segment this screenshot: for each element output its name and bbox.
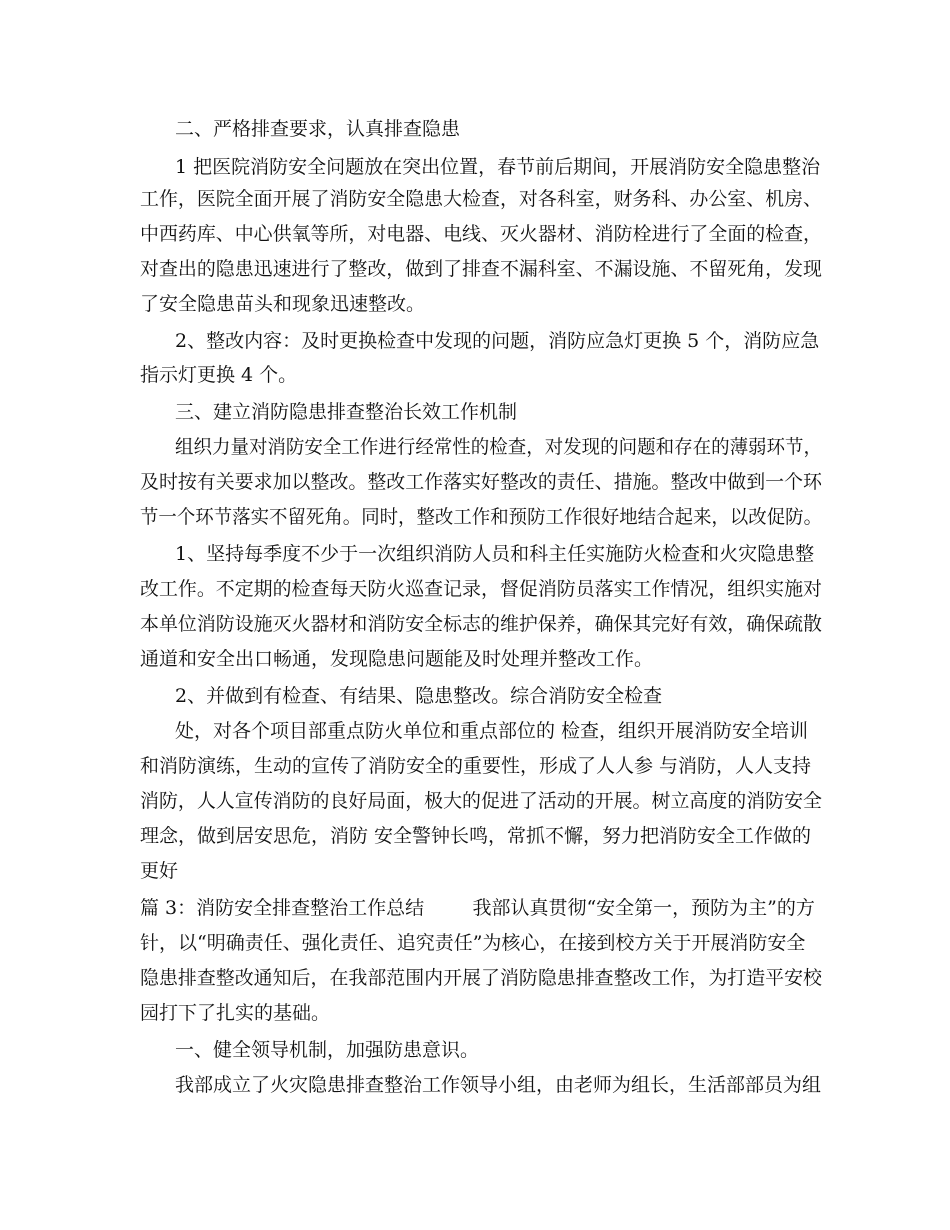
text-line: 2、整改内容：及时更换检查中发现的问题，消防应急灯更换 5 个，消防应急	[175, 330, 820, 352]
section-heading: 三、建立消防隐患排查整治长效工作机制	[175, 401, 518, 423]
text-line: 组织力量对消防安全工作进行经常性的检查，对发现的问题和存在的薄弱环节，	[175, 436, 823, 458]
text-line: 本单位消防设施灭火器材和消防安全标志的维护保养，确保其完好有效，确保疏散	[140, 613, 823, 635]
text-line: 1、坚持每季度不少于一次组织消防人员和科主任实施防火检查和火灾隐患整	[175, 543, 815, 565]
text-line: 节一个环节落实不留死角。同时，整改工作和预防工作很好地结合起来，以改促防。	[140, 506, 823, 528]
text-line: 处，对各个项目部重点防火单位和重点部位的 检查，组织开展消防安全培训	[175, 720, 809, 742]
text-line: 2、并做到有检查、有结果、隐患整改。综合消防安全检查	[175, 685, 663, 707]
text-line: 更好	[140, 860, 179, 882]
section-heading: 二、严格排查要求，认真排查隐患	[175, 118, 461, 140]
text-line: 1 把医院消防安全问题放在突出位置，春节前后期间，开展消防安全隐患整治	[175, 156, 821, 178]
text-line: 中西药库、中心供氧等所，对电器、电线、灭火器材、消防栓进行了全面的检查，	[140, 223, 823, 245]
text-line: 隐患排查整改通知后，在我部范围内开展了消防隐患排查整改工作，为打造平安校	[140, 967, 823, 989]
text-line: 和消防演练，生动的宣传了消防安全的重要性，形成了人人参 与消防，人人支持	[140, 755, 812, 777]
section-heading: 一、健全领导机制，加强防患意识。	[175, 1039, 480, 1061]
text-line: 我部成立了火灾隐患排查整治工作领导小组，由老师为组长，生活部部员为组	[175, 1074, 822, 1096]
text-line: 消防，人人宣传消防的良好局面，极大的促进了活动的开展。树立高度的消防安全	[140, 790, 823, 812]
text-line: 园打下了扎实的基础。	[140, 1002, 331, 1024]
text-line: 及时按有关要求加以整改。整改工作落实好整改的责任、措施。整改中做到一个环	[140, 471, 823, 493]
text-line: 了安全隐患苗头和现象迅速整改。	[140, 293, 426, 315]
text-line: 针，以“明确责任、强化责任、追究责任”为核心，在接到校方关于开展消防安全	[140, 932, 806, 954]
text-line: 理念，做到居安思危，消防 安全警钟长鸣，常抓不懈，努力把消防安全工作做的	[140, 825, 812, 847]
text-line: 指示灯更换 4 个。	[140, 364, 298, 386]
text-line: 改工作。不定期的检查每天防火巡查记录，督促消防员落实工作情况，组织实施对	[140, 578, 823, 600]
text-line: 对查出的隐患迅速进行了整改，做到了排查不漏科室、不漏设施、不留死角，发现	[140, 258, 823, 280]
text-line: 通道和安全出口畅通，发现隐患问题能及时处理并整改工作。	[140, 648, 654, 670]
text-line: 篇 3：消防安全排查整治工作总结 我部认真贯彻“安全第一，预防为主”的方	[140, 897, 815, 919]
text-line: 工作，医院全面开展了消防安全隐患大检查，对各科室，财务科、办公室、机房、	[140, 188, 823, 210]
